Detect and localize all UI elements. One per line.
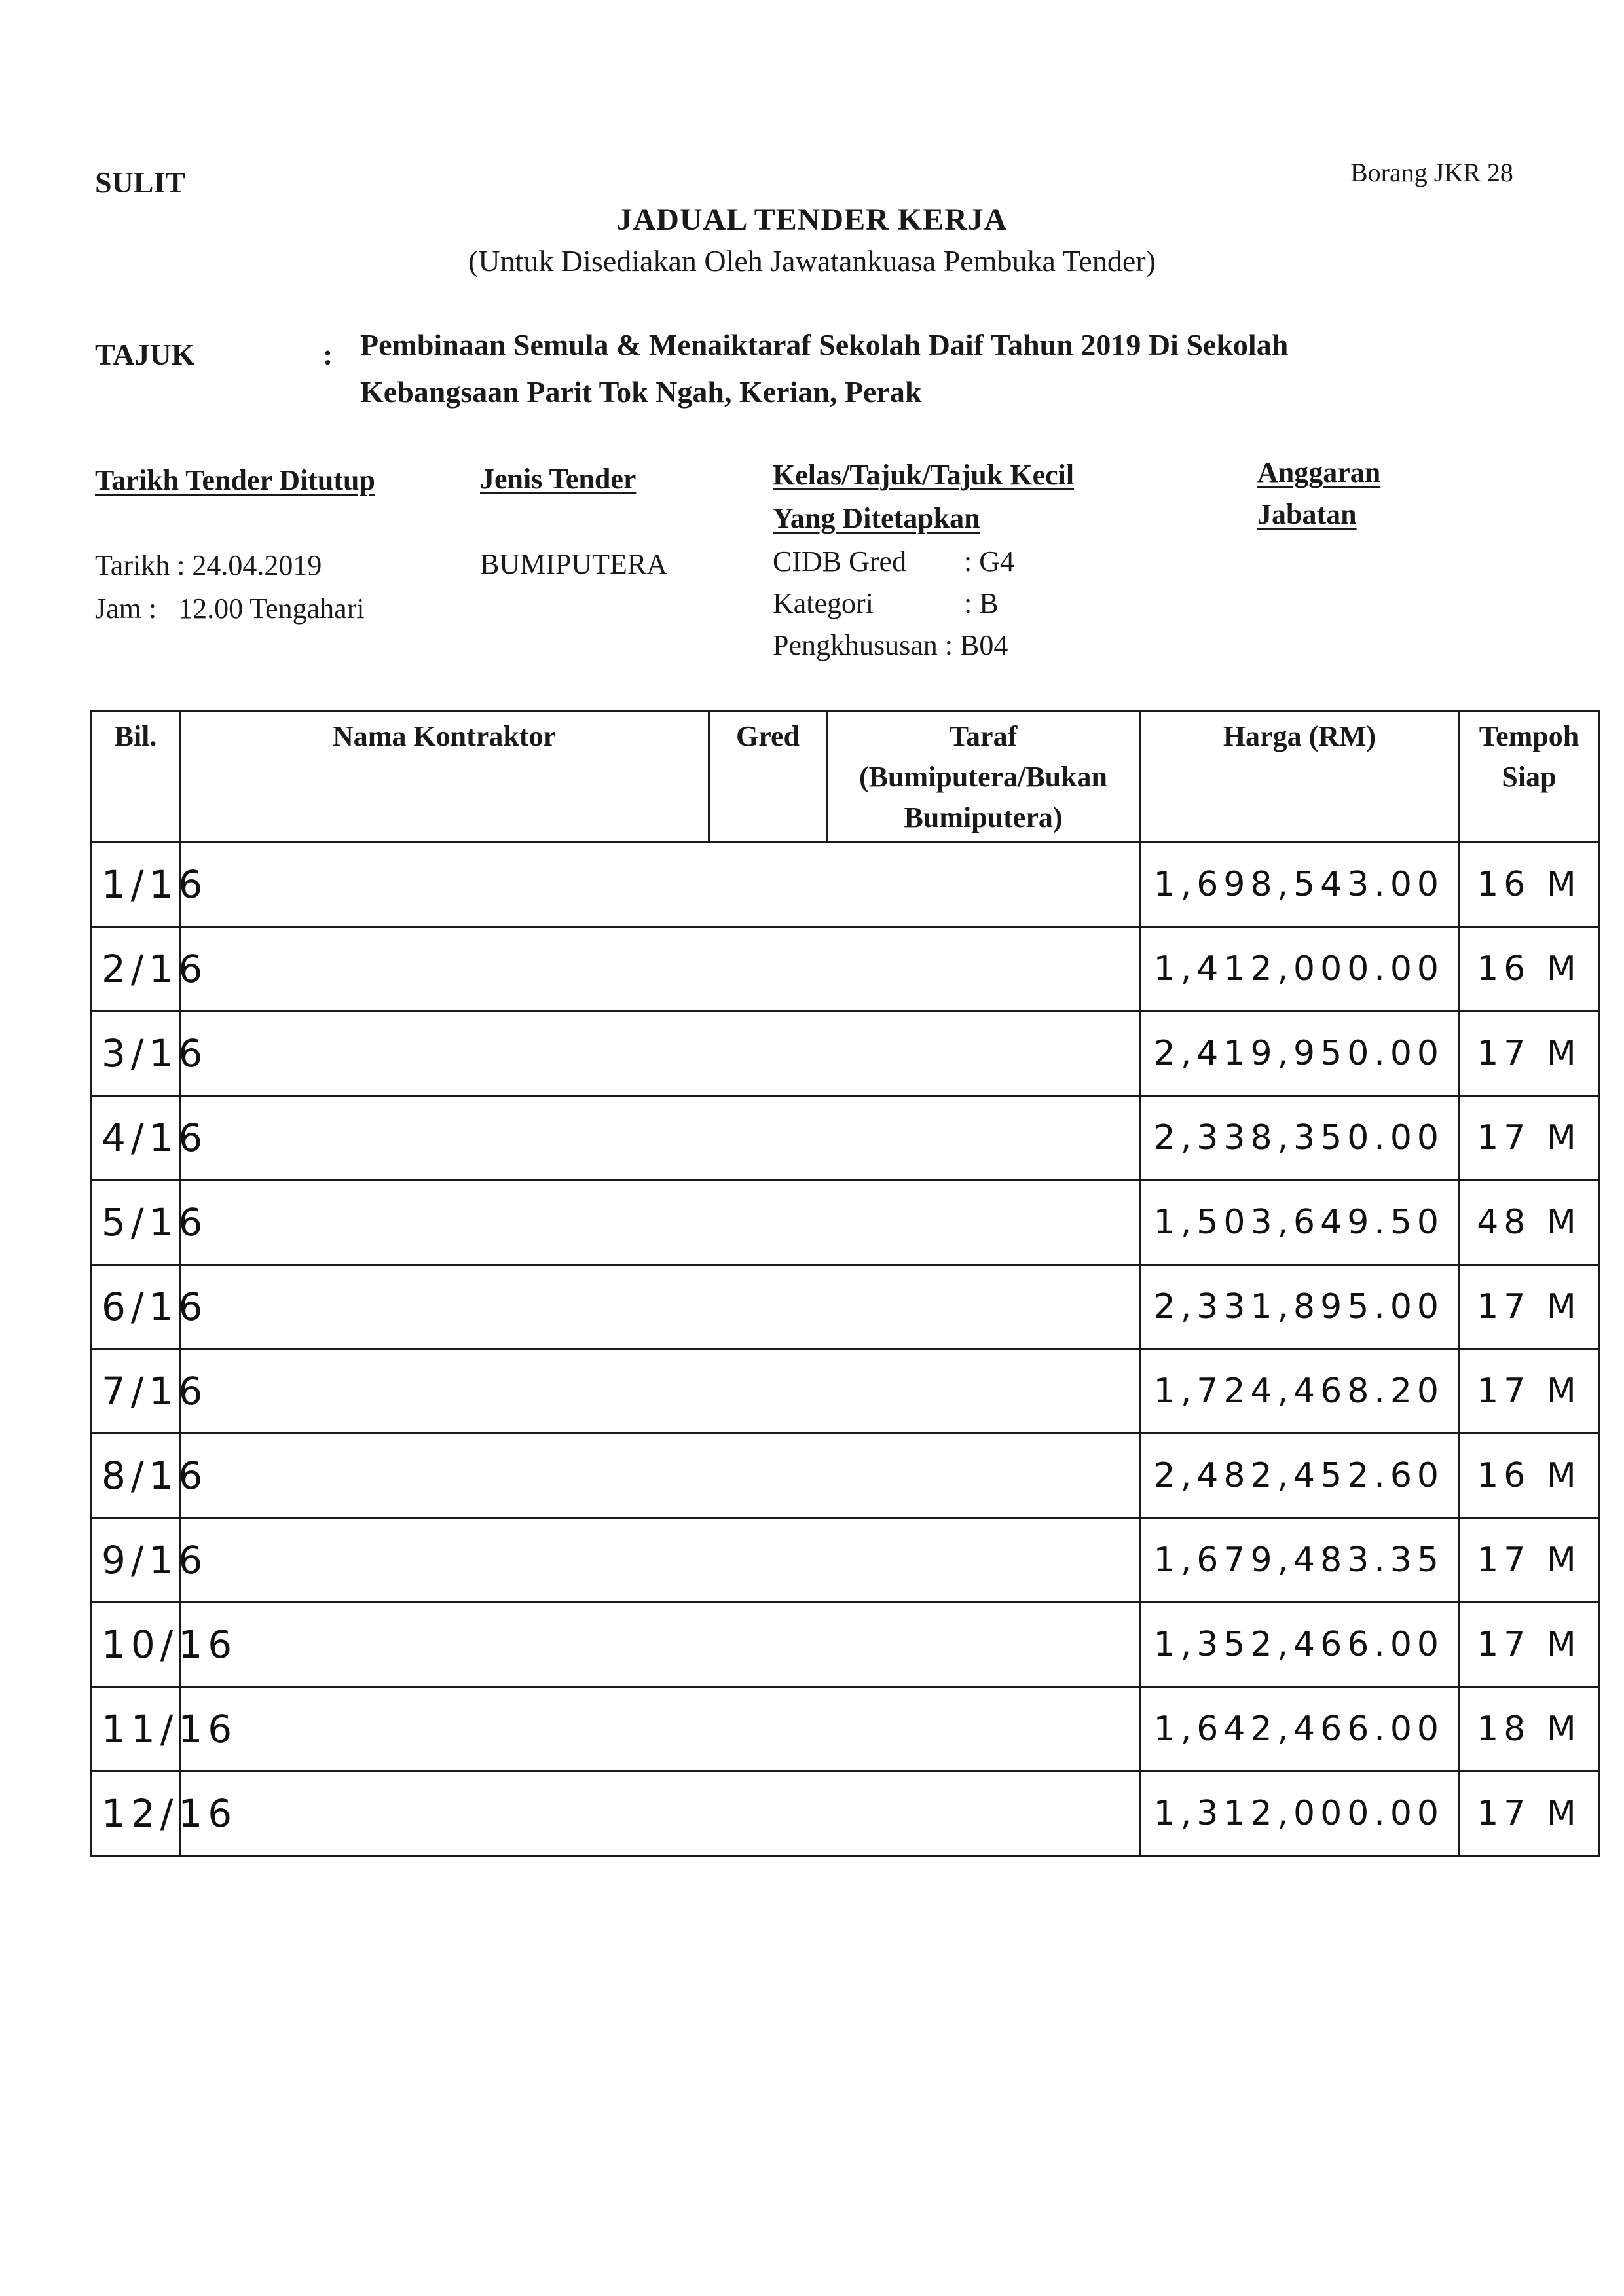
col-harga: Harga (RM)	[1140, 712, 1460, 843]
form-number: Borang JKR 28	[1350, 158, 1513, 187]
row-blank-cells	[180, 1265, 1140, 1349]
col-taraf: Taraf (Bumiputera/Bukan Bumiputera)	[827, 712, 1140, 843]
jam-value: Jam : 12.00 Tengahari	[95, 592, 365, 625]
table-row	[92, 1518, 1599, 1603]
table-row	[92, 1687, 1599, 1772]
classification-label: SULIT	[95, 166, 186, 199]
row-harga: 1,503,649.50	[1140, 1180, 1460, 1265]
row-harga: 1,679,483.35	[1140, 1518, 1460, 1603]
row-tempoh: 17 M	[1460, 1265, 1599, 1349]
table-row	[92, 1180, 1599, 1265]
anggaran-heading-1: Anggaran	[1257, 456, 1381, 488]
row-harga: 1,724,468.20	[1140, 1349, 1460, 1434]
row-bil: 8/16	[92, 1434, 180, 1518]
row-harga: 2,419,950.00	[1140, 1011, 1460, 1096]
tender-table	[90, 710, 1600, 1857]
row-tempoh: 17 M	[1460, 1518, 1599, 1603]
row-tempoh: 16 M	[1460, 843, 1599, 927]
col-tempoh-siap: Tempoh Siap	[1460, 712, 1599, 843]
cidb-label: CIDB Gred	[773, 545, 907, 577]
row-harga: 2,338,350.00	[1140, 1096, 1460, 1180]
jenis-tender-heading: Jenis Tender	[480, 463, 637, 495]
row-tempoh: 17 M	[1460, 1772, 1599, 1856]
row-tempoh: 16 M	[1460, 1434, 1599, 1518]
anggaran-heading-2: Jabatan	[1257, 498, 1357, 530]
row-tempoh: 48 M	[1460, 1180, 1599, 1265]
kelas-heading-2: Yang Ditetapkan	[773, 502, 980, 534]
row-harga: 1,352,466.00	[1140, 1603, 1460, 1687]
row-blank-cells	[180, 1518, 1140, 1603]
kategori-label: Kategori	[773, 587, 874, 619]
row-bil: 5/16	[92, 1180, 180, 1265]
row-harga: 1,642,466.00	[1140, 1687, 1460, 1772]
row-blank-cells	[180, 843, 1140, 927]
row-tempoh: 17 M	[1460, 1096, 1599, 1180]
table-row	[92, 843, 1599, 927]
table-row	[92, 927, 1599, 1011]
page-title: JADUAL TENDER KERJA	[616, 202, 1008, 237]
tajuk-line-2: Kebangsaan Parit Tok Ngah, Kerian, Perak	[360, 375, 922, 409]
table-row	[92, 1349, 1599, 1434]
row-tempoh: 17 M	[1460, 1011, 1599, 1096]
row-blank-cells	[180, 1603, 1140, 1687]
row-blank-cells	[180, 1180, 1140, 1265]
tajuk-line-1: Pembinaan Semula & Menaiktaraf Sekolah Daif Tahun 2019 Di Sekolah	[360, 328, 1289, 361]
row-harga: 2,331,895.00	[1140, 1265, 1460, 1349]
row-blank-cells	[180, 927, 1140, 1011]
row-blank-cells	[180, 1687, 1140, 1772]
tarikh-value: Tarikh : 24.04.2019	[95, 549, 322, 581]
tajuk-label: TAJUK	[95, 338, 195, 371]
pengkhususan-value: Pengkhususan : B04	[773, 629, 1008, 661]
tarikh-tender-heading: Tarikh Tender Ditutup	[95, 464, 375, 496]
kelas-heading-1: Kelas/Tajuk/Tajuk Kecil	[773, 459, 1075, 491]
row-bil: 11/16	[92, 1687, 180, 1772]
row-bil: 1/16	[92, 843, 180, 927]
kategori-value: : B	[964, 587, 999, 619]
table-row	[92, 1011, 1599, 1096]
page-subtitle: (Untuk Disediakan Oleh Jawatankuasa Pembuka Tender)	[468, 244, 1156, 278]
row-blank-cells	[180, 1096, 1140, 1180]
row-tempoh: 18 M	[1460, 1687, 1599, 1772]
table-header-row	[92, 712, 1599, 843]
cidb-value: : G4	[964, 545, 1014, 577]
row-bil: 10/16	[92, 1603, 180, 1687]
row-bil: 9/16	[92, 1518, 180, 1603]
tajuk-colon: :	[323, 338, 333, 371]
row-bil: 3/16	[92, 1011, 180, 1096]
table-row	[92, 1603, 1599, 1687]
table-row	[92, 1265, 1599, 1349]
row-bil: 7/16	[92, 1349, 180, 1434]
row-blank-cells	[180, 1772, 1140, 1856]
jenis-tender-value: BUMIPUTERA	[480, 548, 668, 580]
table-row	[92, 1096, 1599, 1180]
col-nama-kontraktor: Nama Kontraktor	[180, 712, 709, 843]
row-blank-cells	[180, 1011, 1140, 1096]
row-bil: 2/16	[92, 927, 180, 1011]
row-bil: 4/16	[92, 1096, 180, 1180]
table-row	[92, 1772, 1599, 1856]
row-tempoh: 17 M	[1460, 1603, 1599, 1687]
col-bil: Bil.	[92, 712, 180, 843]
row-harga: 1,312,000.00	[1140, 1772, 1460, 1856]
row-bil: 6/16	[92, 1265, 180, 1349]
row-harga: 1,698,543.00	[1140, 843, 1460, 927]
row-blank-cells	[180, 1434, 1140, 1518]
row-harga: 1,412,000.00	[1140, 927, 1460, 1011]
row-tempoh: 16 M	[1460, 927, 1599, 1011]
col-gred: Gred	[709, 712, 827, 843]
row-harga: 2,482,452.60	[1140, 1434, 1460, 1518]
row-bil: 12/16	[92, 1772, 180, 1856]
row-tempoh: 17 M	[1460, 1349, 1599, 1434]
row-blank-cells	[180, 1349, 1140, 1434]
table-row	[92, 1434, 1599, 1518]
